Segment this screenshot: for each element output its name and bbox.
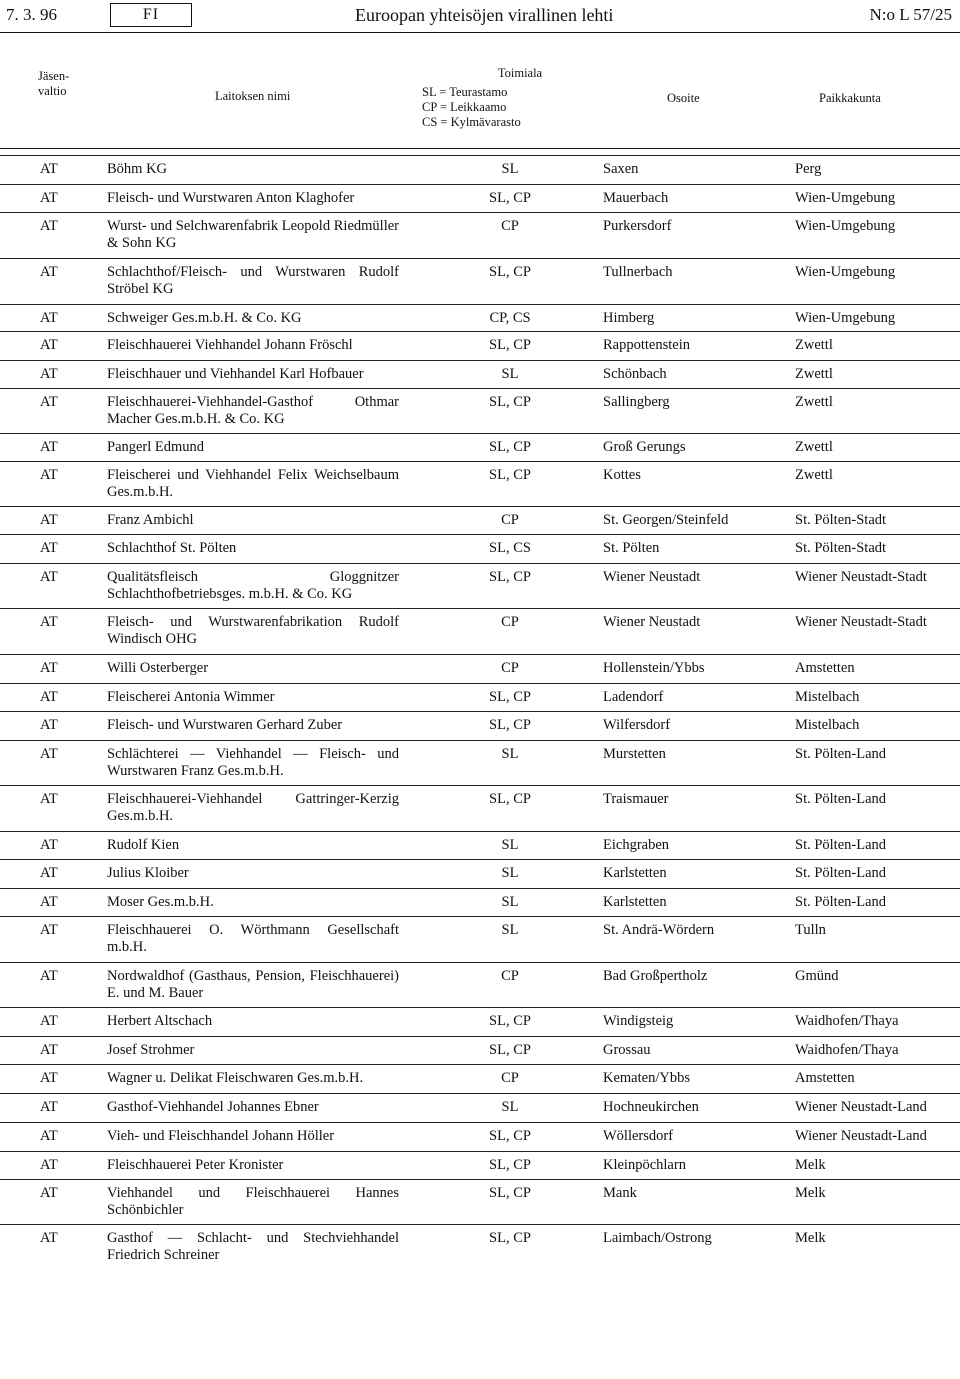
establishment-name-cell: Gasthof — Schlacht- und Stechviehhandel Friedrich Schreiner	[107, 1230, 399, 1263]
address-cell: Saxen	[603, 161, 639, 177]
establishment-name-cell: Fleischhauer und Viehhandel Karl Hofbauer	[107, 366, 364, 382]
publication-date: 7. 3. 96	[6, 5, 57, 24]
header-divider	[0, 32, 960, 33]
town-cell: St. Pölten-Land	[795, 837, 887, 853]
town-cell: Zwettl	[795, 394, 833, 410]
member-state-cell: AT	[40, 1128, 58, 1144]
town-cell: St. Pölten-Stadt	[795, 512, 887, 528]
town-cell: Waidhofen/Thaya	[795, 1042, 899, 1058]
establishment-name-cell: Schlächterei — Viehhandel — Fleisch- und Wurstwaren Franz Ges.m.b.H.	[107, 746, 399, 779]
activity-cell: CP	[501, 968, 519, 984]
establishment-name-cell: Fleisch- und Wurstwaren Anton Klaghofer	[107, 190, 355, 206]
row-divider	[0, 563, 960, 564]
activity-cell: CP	[501, 512, 519, 528]
address-cell: Kematen/Ybbs	[603, 1070, 690, 1086]
row-divider	[0, 1093, 960, 1094]
row-divider	[0, 184, 960, 185]
establishment-name-cell: Schlachthof/Fleisch- und Wurstwaren Rudolf Ströbel KG	[107, 264, 399, 297]
header-establishment: Laitoksen nimi	[215, 89, 291, 103]
member-state-cell: AT	[40, 894, 58, 910]
row-divider	[0, 360, 960, 361]
establishment-name-cell: Franz Ambichl	[107, 512, 194, 528]
row-divider	[0, 1151, 960, 1152]
address-cell: Mank	[603, 1185, 637, 1201]
establishment-name-cell: Herbert Altschach	[107, 1013, 213, 1029]
establishment-name-cell: Fleischerei und Viehhandel Felix Weichselbaum Ges.m.b.H.	[107, 467, 399, 500]
row-divider	[0, 1064, 960, 1065]
town-cell: Zwettl	[795, 337, 833, 353]
activity-cell: SL, CS	[489, 540, 531, 556]
address-cell: Laimbach/Ostrong	[603, 1230, 712, 1246]
row-divider	[0, 683, 960, 684]
town-cell: Zwettl	[795, 439, 833, 455]
town-cell: Amstetten	[795, 1070, 855, 1086]
town-cell: Wien-Umgebung	[795, 218, 896, 234]
address-cell: Purkersdorf	[603, 218, 672, 234]
activity-cell: SL	[501, 746, 519, 762]
row-divider	[0, 785, 960, 786]
member-state-cell: AT	[40, 190, 58, 206]
row-divider	[0, 962, 960, 963]
address-cell: Karlstetten	[603, 865, 667, 881]
member-state-cell: AT	[40, 439, 58, 455]
address-cell: Mauerbach	[603, 190, 669, 206]
row-divider	[0, 1224, 960, 1225]
member-state-cell: AT	[40, 1230, 58, 1246]
establishment-name-cell: Fleischhauerei O. Wörthmann Gesellschaft m.b.H.	[107, 922, 399, 955]
town-cell: Melk	[795, 1157, 826, 1173]
member-state-cell: AT	[40, 366, 58, 382]
activity-cell: SL, CP	[489, 439, 531, 455]
address-cell: St. Georgen/Steinfeld	[603, 512, 729, 528]
address-cell: Kleinpöchlarn	[603, 1157, 686, 1173]
town-cell: Wiener Neustadt-Stadt	[795, 569, 927, 585]
row-divider	[0, 608, 960, 609]
address-cell: Murstetten	[603, 746, 666, 762]
address-cell: St. Pölten	[603, 540, 660, 556]
row-divider	[0, 155, 960, 156]
town-cell: St. Pölten-Land	[795, 791, 887, 807]
town-cell: Amstetten	[795, 660, 855, 676]
establishment-name-cell: Böhm KG	[107, 161, 168, 177]
row-divider	[0, 534, 960, 535]
activity-cell: CP	[501, 660, 519, 676]
page-header	[0, 0, 960, 34]
town-cell: St. Pölten-Land	[795, 865, 887, 881]
issue-reference: N:o L 57/25	[869, 5, 952, 24]
address-cell: Wiener Neustadt	[603, 614, 701, 630]
member-state-cell: AT	[40, 1099, 58, 1115]
member-state-cell: AT	[40, 865, 58, 881]
address-cell: Traismauer	[603, 791, 669, 807]
address-cell: Sallingberg	[603, 394, 670, 410]
town-cell: Wien-Umgebung	[795, 190, 896, 206]
activity-cell: SL, CP	[489, 1185, 531, 1201]
address-cell: Wöllersdorf	[603, 1128, 674, 1144]
address-cell: Grossau	[603, 1042, 651, 1058]
address-cell: Windigsteig	[603, 1013, 674, 1029]
activity-cell: SL, CP	[489, 467, 531, 483]
establishment-name-cell: Schweiger Ges.m.b.H. & Co. KG	[107, 310, 302, 326]
header-activity: Toimiala SL = Teurastamo CP = Leikkaamo CS = Kylmävarasto	[422, 66, 543, 129]
activity-cell: SL	[501, 1099, 519, 1115]
activity-cell: CP	[501, 614, 519, 630]
address-cell: Hochneukirchen	[603, 1099, 699, 1115]
activity-cell: SL, CP	[489, 717, 531, 733]
row-divider	[0, 1036, 960, 1037]
header-member-state: Jäsen- valtio	[38, 69, 70, 98]
address-cell: Groß Gerungs	[603, 439, 686, 455]
activity-cell: SL, CP	[489, 1013, 531, 1029]
activity-cell: SL	[501, 161, 519, 177]
establishment-name-cell: Fleischhauerei Viehhandel Johann Fröschl	[107, 337, 353, 353]
member-state-cell: AT	[40, 614, 58, 630]
activity-cell: SL, CP	[489, 569, 531, 585]
journal-title: Euroopan yhteisöjen virallinen lehti	[355, 5, 614, 25]
town-cell: St. Pölten-Land	[795, 746, 887, 762]
activity-cell: CP	[501, 218, 519, 234]
town-cell: Zwettl	[795, 366, 833, 382]
activity-cell: SL	[501, 865, 519, 881]
row-divider	[0, 212, 960, 213]
town-cell: Waidhofen/Thaya	[795, 1013, 899, 1029]
row-divider	[0, 331, 960, 332]
member-state-cell: AT	[40, 467, 58, 483]
row-divider	[0, 461, 960, 462]
address-cell: St. Andrä-Wördern	[603, 922, 715, 938]
town-cell: Zwettl	[795, 467, 833, 483]
activity-cell: SL, CP	[489, 190, 531, 206]
activity-cell: SL, CP	[489, 791, 531, 807]
establishment-name-cell: Qualitätsfleisch Gloggnitzer Schlachthofbetriebsges. m.b.H. & Co. KG	[107, 569, 399, 602]
member-state-cell: AT	[40, 660, 58, 676]
establishment-name-cell: Viehhandel und Fleischhauerei Hannes Schönbichler	[107, 1185, 399, 1218]
activity-cell: SL, CP	[489, 264, 531, 280]
member-state-cell: AT	[40, 540, 58, 556]
activity-cell: SL, CP	[489, 1230, 531, 1246]
address-cell: Hollenstein/Ybbs	[603, 660, 705, 676]
member-state-cell: AT	[40, 689, 58, 705]
town-cell: St. Pölten-Stadt	[795, 540, 887, 556]
member-state-cell: AT	[40, 161, 58, 177]
language-box: FI	[110, 3, 192, 27]
row-divider	[0, 711, 960, 712]
member-state-cell: AT	[40, 837, 58, 853]
address-cell: Rappottenstein	[603, 337, 690, 353]
address-cell: Kottes	[603, 467, 641, 483]
member-state-cell: AT	[40, 717, 58, 733]
activity-cell: CP	[501, 1070, 519, 1086]
address-cell: Himberg	[603, 310, 655, 326]
town-cell: Mistelbach	[795, 689, 860, 705]
row-divider	[0, 304, 960, 305]
establishment-name-cell: Fleischhauerei-Viehhandel Gattringer-Kerzig Ges.m.b.H.	[107, 791, 399, 824]
row-divider	[0, 388, 960, 389]
row-divider	[0, 916, 960, 917]
town-cell: Melk	[795, 1230, 826, 1246]
address-cell: Tullnerbach	[603, 264, 673, 280]
establishment-name-cell: Schlachthof St. Pölten	[107, 540, 237, 556]
member-state-cell: AT	[40, 746, 58, 762]
establishment-name-cell: Josef Strohmer	[107, 1042, 195, 1058]
town-cell: Wien-Umgebung	[795, 310, 896, 326]
address-cell: Karlstetten	[603, 894, 667, 910]
activity-cell: CP, CS	[489, 310, 531, 326]
establishment-name-cell: Fleisch- und Wurstwarenfabrikation Rudolf Windisch OHG	[107, 614, 399, 647]
row-divider	[0, 1007, 960, 1008]
establishment-name-cell: Nordwaldhof (Gasthaus, Pension, Fleischhauerei) E. und M. Bauer	[107, 968, 399, 1001]
row-divider	[0, 258, 960, 259]
member-state-cell: AT	[40, 569, 58, 585]
member-state-cell: AT	[40, 394, 58, 410]
activity-cell: SL	[501, 894, 519, 910]
activity-cell: SL, CP	[489, 337, 531, 353]
town-cell: St. Pölten-Land	[795, 894, 887, 910]
establishment-name-cell: Fleisch- und Wurstwaren Gerhard Zuber	[107, 717, 343, 733]
header-address: Osoite	[667, 91, 700, 105]
member-state-cell: AT	[40, 1157, 58, 1173]
member-state-cell: AT	[40, 310, 58, 326]
town-cell: Mistelbach	[795, 717, 860, 733]
row-divider	[0, 1179, 960, 1180]
activity-cell: SL	[501, 922, 519, 938]
row-divider	[0, 654, 960, 655]
address-cell: Bad Großpertholz	[603, 968, 708, 984]
activity-cell: SL	[501, 837, 519, 853]
address-cell: Wilfersdorf	[603, 717, 671, 733]
town-cell: Wiener Neustadt-Land	[795, 1099, 927, 1115]
establishment-name-cell: Fleischhauerei-Viehhandel-Gasthof Othmar Macher Ges.m.b.H. & Co. KG	[107, 394, 399, 427]
activity-cell: SL	[501, 366, 519, 382]
row-divider	[0, 433, 960, 434]
town-cell: Wien-Umgebung	[795, 264, 896, 280]
town-cell: Melk	[795, 1185, 826, 1201]
address-cell: Eichgraben	[603, 837, 670, 853]
row-divider	[0, 831, 960, 832]
address-cell: Ladendorf	[603, 689, 664, 705]
member-state-cell: AT	[40, 1070, 58, 1086]
row-divider	[0, 1122, 960, 1123]
member-state-cell: AT	[40, 512, 58, 528]
activity-cell: SL, CP	[489, 1042, 531, 1058]
header-town: Paikkakunta	[819, 91, 881, 105]
establishment-name-cell: Vieh- und Fleischhandel Johann Höller	[107, 1128, 335, 1144]
member-state-cell: AT	[40, 922, 58, 938]
row-divider	[0, 859, 960, 860]
town-cell: Perg	[795, 161, 822, 177]
establishment-name-cell: Fleischerei Antonia Wimmer	[107, 689, 275, 705]
town-cell: Wiener Neustadt-Land	[795, 1128, 927, 1144]
member-state-cell: AT	[40, 264, 58, 280]
establishment-name-cell: Pangerl Edmund	[107, 439, 205, 455]
member-state-cell: AT	[40, 968, 58, 984]
establishment-name-cell: Moser Ges.m.b.H.	[107, 894, 214, 910]
activity-cell: SL, CP	[489, 394, 531, 410]
member-state-cell: AT	[40, 1185, 58, 1201]
establishment-name-cell: Fleischhauerei Peter Kronister	[107, 1157, 284, 1173]
member-state-cell: AT	[40, 1042, 58, 1058]
address-cell: Schönbach	[603, 366, 667, 382]
establishment-name-cell: Wagner u. Delikat Fleischwaren Ges.m.b.H.	[107, 1070, 364, 1086]
member-state-cell: AT	[40, 337, 58, 353]
row-divider	[0, 740, 960, 741]
row-divider	[0, 506, 960, 507]
town-cell: Tulln	[795, 922, 826, 938]
establishment-name-cell: Wurst- und Selchwarenfabrik Leopold Riedmüller & Sohn KG	[107, 218, 399, 251]
member-state-cell: AT	[40, 791, 58, 807]
member-state-cell: AT	[40, 1013, 58, 1029]
table-header	[0, 54, 960, 150]
establishment-name-cell: Rudolf Kien	[107, 837, 180, 853]
activity-cell: SL, CP	[489, 689, 531, 705]
establishment-name-cell: Julius Kloiber	[107, 865, 189, 881]
activity-cell: SL, CP	[489, 1157, 531, 1173]
activity-cell: SL, CP	[489, 1128, 531, 1144]
establishment-name-cell: Gasthof-Viehhandel Johannes Ebner	[107, 1099, 319, 1115]
row-divider	[0, 888, 960, 889]
establishment-name-cell: Willi Osterberger	[107, 660, 209, 676]
town-cell: Gmünd	[795, 968, 839, 984]
address-cell: Wiener Neustadt	[603, 569, 701, 585]
header-rule	[0, 148, 960, 149]
town-cell: Wiener Neustadt-Stadt	[795, 614, 927, 630]
member-state-cell: AT	[40, 218, 58, 234]
